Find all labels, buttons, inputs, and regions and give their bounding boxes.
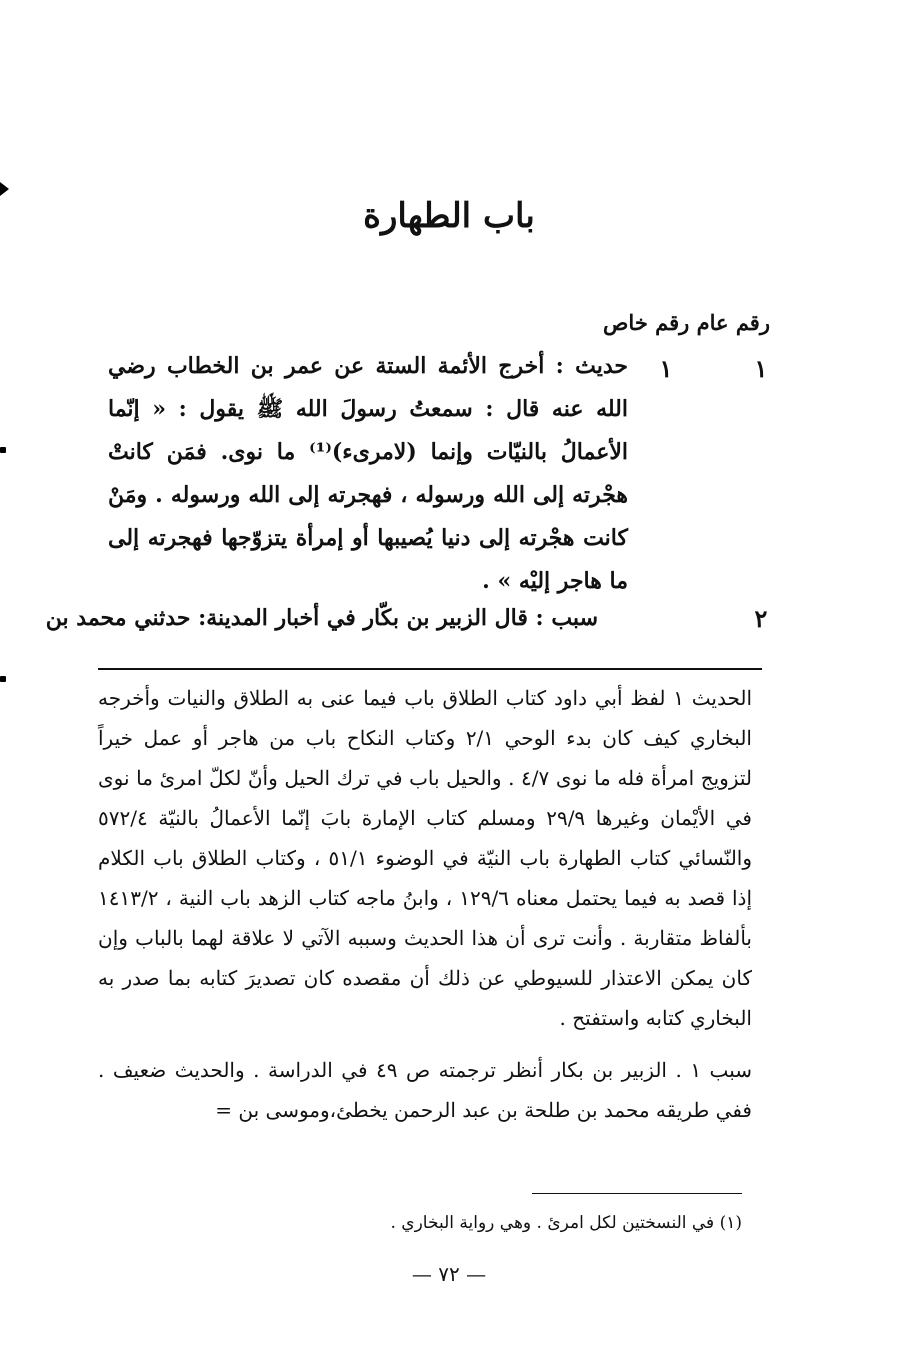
left-edge-dot-mark xyxy=(0,676,6,682)
footnote-divider xyxy=(532,1193,742,1194)
entry-general-number: ٢ xyxy=(754,604,768,633)
entry-special-number: ١ xyxy=(659,354,673,383)
note-paragraph: الحديث ١ لفظ أبي داود كتاب الطلاق باب فيما عنى به الطلاق والنيات وأخرجه البخاري كيف كان بدء الوحي ٢/١ وكتاب النكاح باب من هاجر أو عمل خيراً لتزويج امرأة فله ما نوى ٤/٧ . والحيل باب في ترك الحيل وأنّ لكلّ امرئ ما نوى في الأيْمان وغيرها ٢٩/٩ ومسلم كتاب الإمارة بابَ إنّما الأعمالُ بالنيّة ٥٧٢/٤ والنّسائي كتاب الطهارة باب النيّة في الوضوء ٥١/١ ، وكتاب الطلاق باب الكلام إذا قصد به فيما يحتمل معناه ١٢٩/٦ ، وابنُ ماجه كتاب الزهد باب النية ، ١٤١٣/٢ بألفاظ متقاربة . وأنت ترى أن هذا الحديث وسببه الآتي لا علاقة لهما بالباب وإن كان يمكن الاعتذار للسيوطي عن ذلك أن مقصده كان تصديرَ كتابه بما صدر به البخاري كتابه واستفتح . xyxy=(98,686,753,1030)
notes-divider xyxy=(98,668,762,670)
notes-section xyxy=(98,678,752,1130)
sabab-text: سبب : قال الزبير بن بكّار في أخبار المدينة: حدثني محمد بن xyxy=(45,605,598,631)
page-number: — ٧٢ — xyxy=(411,1262,487,1286)
entry-general-number: ١ xyxy=(754,354,768,383)
note-paragraph: سبب ١ . الزبير بن بكار أنظر ترجمته ص ٤٩ في الدراسة . والحديث ضعيف . ففي طريقه محمد بن طلحة بن عبد الرحمن يخطئ،وموسى بن = xyxy=(98,1058,752,1122)
hadith-text: حديث : أخرج الأئمة الستة عن عمر بن الخطاب رضي الله عنه قال : سمعتُ رسولَ الله ﷺ يقول : « إنّما الأعمالُ بالنيّات وإنما (لامرىء)⁽¹⁾ ما نوى. فمَن كانتْ هجْرته إلى الله ورسوله ، فهجرته إلى الله ورسوله . ومَنْ كانت هجْرته إلى دنيا يُصيبها أو إمرأة يتزوّجها فهجرته إلى ما هاجر إليْه » . xyxy=(108,353,628,594)
left-edge-arrow-mark xyxy=(0,182,9,196)
footnote: (١) في النسختين لكل امرئ . وهي رواية البخاري . xyxy=(390,1213,742,1233)
column-header: رقم عام رقم خاص xyxy=(603,310,770,335)
chapter-title: باب الطهارة xyxy=(363,196,535,236)
left-edge-dot-mark xyxy=(0,447,6,453)
